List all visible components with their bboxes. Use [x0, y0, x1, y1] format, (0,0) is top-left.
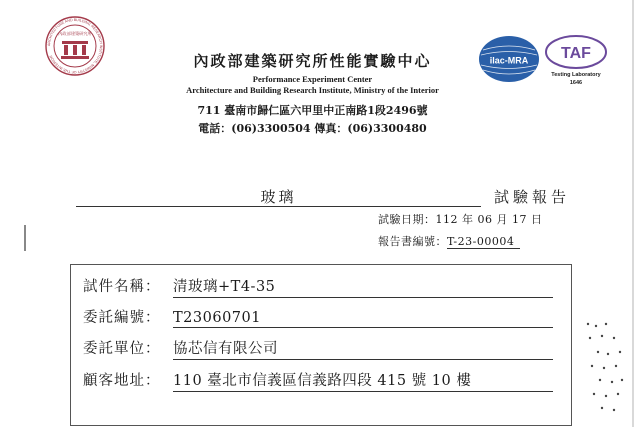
- org-address: 711 臺南市歸仁區六甲里中正南路1段2496號: [197, 104, 428, 117]
- form-label: 顧客地址：: [83, 373, 161, 389]
- report-number: [378, 233, 520, 249]
- form-value: 清玻璃+T4-35: [173, 275, 553, 298]
- client-info-box: [70, 264, 572, 426]
- org-name-en-line1: Performance Experiment Center: [252, 74, 373, 84]
- form-value: T23060701: [173, 310, 553, 328]
- report-number-label: 報告書編號：: [378, 235, 447, 248]
- form-value: 110 臺北市信義區信義路四段 415 號 10 樓: [173, 369, 553, 392]
- test-date: [378, 211, 542, 227]
- org-name-en-line2: Architecture and Building Research Institute, Ministry of the Interior: [186, 85, 439, 95]
- page-edge: [632, 0, 634, 427]
- form-label: 委託編號：: [83, 310, 161, 326]
- ilac-logo-text: ilac-MRA: [489, 55, 529, 66]
- binding-mark: [24, 225, 26, 251]
- report-number-value: T-23-00004: [447, 235, 520, 249]
- form-value: 協芯信有限公司: [173, 337, 553, 360]
- taf-lab-number: 1646: [569, 80, 583, 86]
- test-date-label: 試驗日期：: [378, 213, 436, 226]
- seal-ring-text: ARCHITECTURE AND BUILDING RESEARCH INSTITUTE, MINISTRY OF THE INTERIOR: [46, 17, 104, 75]
- org-phone-fax: 電話：(06)3300504 傳真：(06)3300480: [198, 122, 427, 135]
- seal-center-text: 內政部建築研究所: [58, 31, 92, 36]
- form-row-commission-no: [83, 306, 553, 328]
- form-row-client-address: [83, 369, 553, 392]
- sample-title: 玻璃: [260, 188, 297, 206]
- perforation-dots: [578, 318, 628, 418]
- report-title-suffix: 試驗報告: [494, 188, 571, 206]
- form-label: 委託單位：: [83, 341, 161, 357]
- ilac-mra-logo: [477, 34, 541, 84]
- institute-seal-logo: [44, 15, 106, 77]
- form-row-client-org: [83, 337, 553, 360]
- form-row-sample-name: [83, 275, 553, 298]
- form-label: 試件名稱：: [83, 279, 161, 295]
- taf-lab-label: Testing Laboratory: [551, 72, 601, 78]
- org-name-zh: 內政部建築研究所性能實驗中心: [193, 52, 432, 70]
- taf-logo-text: TAF: [561, 45, 591, 62]
- test-date-value: 112 年 06 月 17 日: [435, 213, 543, 226]
